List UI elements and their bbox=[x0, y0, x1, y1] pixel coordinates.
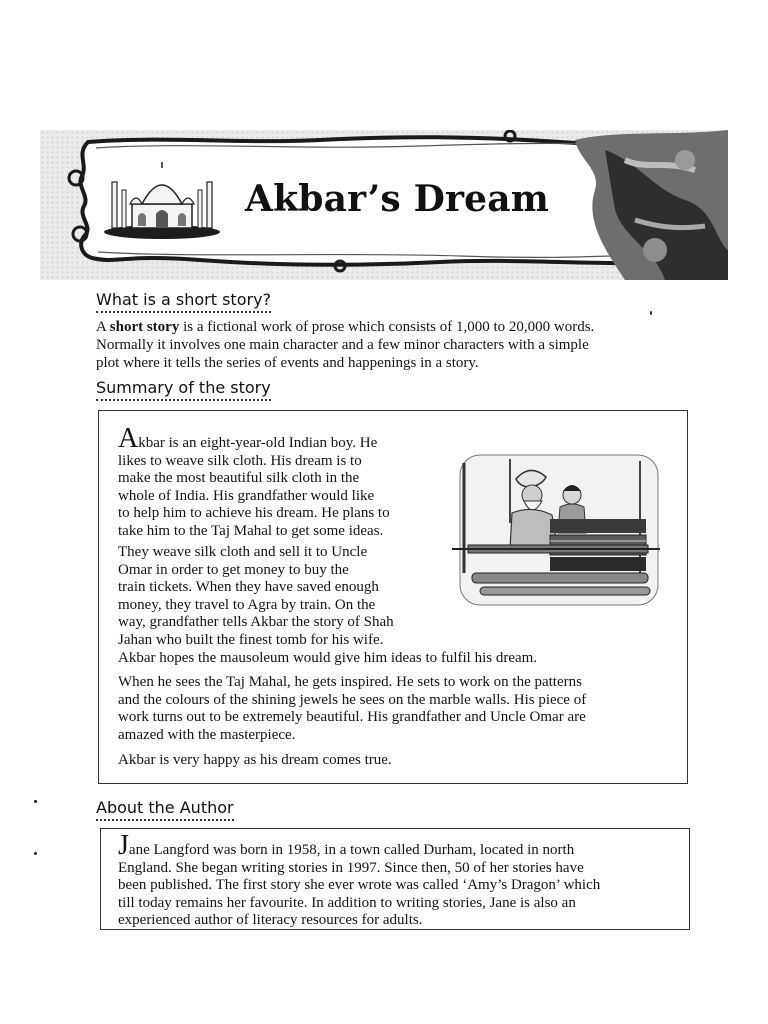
author-line: England. She began writing stories in 1997. Since then, 50 of her stories have bbox=[118, 859, 584, 876]
short-story-definition bbox=[96, 318, 688, 372]
summary-p2-line: train tickets. When they have saved enough bbox=[118, 579, 379, 595]
author-line: been published. The first story she ever wrote was called ‘Amy’s Dragon’ which bbox=[118, 877, 601, 893]
author-line: experienced author of literacy resources for adults. bbox=[118, 912, 423, 928]
summary-paragraph-3 bbox=[118, 674, 670, 744]
author-paragraph bbox=[118, 830, 668, 930]
summary-p1-line: make the most beautiful silk cloth in the bbox=[118, 470, 360, 486]
summary-p1-line: likes to weave silk cloth. His dream is to bbox=[118, 452, 362, 469]
definition-line-3: plot where it tells the series of events and happenings in a story. bbox=[96, 355, 479, 371]
weaving-loom-illustration bbox=[450, 453, 662, 613]
summary-p3-line: When he sees the Taj Mahal, he gets inspired. He sets to work on the patterns bbox=[118, 674, 582, 690]
summary-p2-line: way, grandfather tells Akbar the story of Shah bbox=[118, 614, 394, 630]
stray-mark bbox=[650, 311, 652, 315]
drop-cap: A bbox=[118, 423, 139, 454]
drop-cap: J bbox=[118, 830, 129, 861]
author-line: Jane Langford was born in 1958, in a town called Durham, located in north bbox=[118, 830, 575, 861]
summary-p2-line: money, they travel to Agra by train. On the bbox=[118, 596, 376, 613]
page-title: Akbar’s Dream bbox=[245, 178, 550, 220]
summary-p3-line: amazed with the masterpiece. bbox=[118, 726, 296, 743]
summary-p2-line: They weave silk cloth and sell it to Uncle bbox=[118, 544, 368, 560]
taj-mahal-illustration bbox=[102, 160, 222, 240]
summary-p2-line: Omar in order to get money to buy the bbox=[118, 561, 349, 578]
heading-summary: Summary of the story bbox=[96, 378, 271, 401]
summary-p1-line: Akbar is an eight-year-old Indian boy. He bbox=[118, 423, 378, 454]
summary-p3-line: and the colours of the shining jewels he sees on the marble walls. His piece of bbox=[118, 691, 587, 708]
heading-about-author: About the Author bbox=[96, 798, 234, 821]
author-line: till today remains her favourite. In addition to writing stories, Jane is also an bbox=[118, 894, 576, 911]
summary-p3-line: work turns out to be extremely beautiful. His grandfather and Uncle Omar are bbox=[118, 709, 586, 725]
definition-line-1: A short story is a fictional work of prose which consists of 1,000 to 20,000 words. bbox=[96, 319, 595, 335]
summary-p1-line: whole of India. His grandfather would like bbox=[118, 487, 375, 504]
title-banner bbox=[40, 130, 728, 280]
heading-what-is-short-story: What is a short story? bbox=[96, 290, 271, 313]
fabric-decoration-image bbox=[565, 130, 728, 280]
summary-p1-line: take him to the Taj Mahal to get some ideas. bbox=[118, 522, 384, 539]
summary-p1-line: to help him to achieve his dream. He plans to bbox=[118, 505, 390, 521]
term-short-story: short story bbox=[109, 319, 180, 335]
summary-paragraph-1 bbox=[118, 423, 438, 540]
stray-mark bbox=[34, 852, 37, 855]
summary-p2-last-line: Akbar hopes the mausoleum would give him ideas to fulfil his dream. bbox=[118, 650, 538, 666]
summary-p2-line: Jahan who built the finest tomb for his wife. bbox=[118, 631, 384, 648]
summary-paragraph-2 bbox=[118, 544, 438, 649]
stray-mark bbox=[34, 800, 37, 803]
definition-line-2: Normally it involves one main character and a few minor characters with a simple bbox=[96, 337, 589, 353]
summary-paragraph-4: Akbar is very happy as his dream comes true. bbox=[118, 752, 392, 768]
